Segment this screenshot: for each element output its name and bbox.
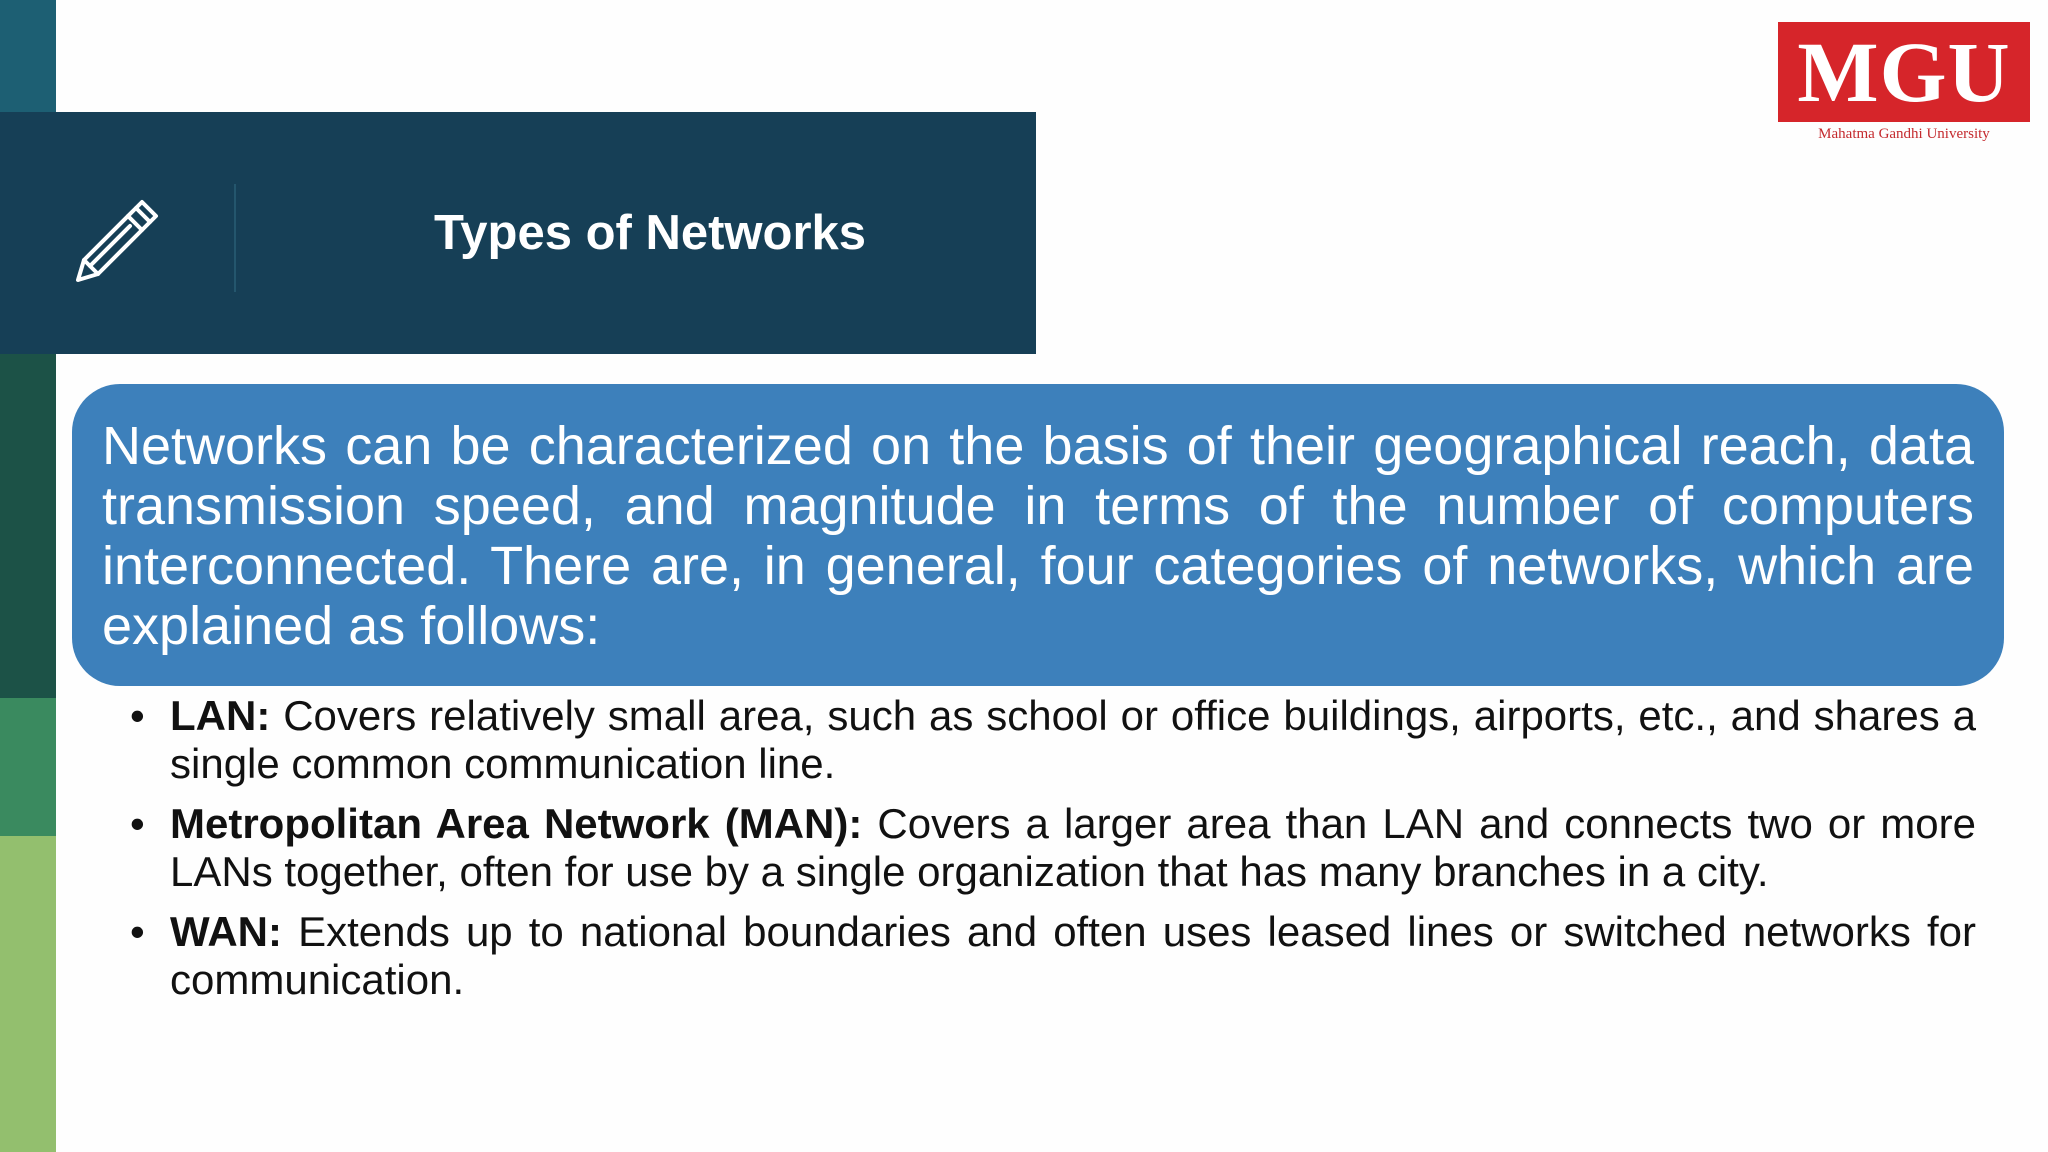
- bullet-term: Metropolitan Area Network (MAN):: [170, 800, 863, 847]
- left-band-light-green: [0, 836, 56, 1152]
- list-item: [130, 692, 1976, 788]
- left-band-teal: [0, 0, 56, 112]
- network-types-list: [130, 692, 1976, 1016]
- page-title: Types of Networks: [433, 206, 867, 260]
- logo-mark: MGU: [1778, 22, 2030, 122]
- title-divider: [234, 184, 236, 292]
- bullet-icon: •: [130, 908, 145, 955]
- title-bar: [0, 112, 1036, 354]
- mgu-logo: [1778, 22, 2030, 148]
- left-band-dark-green: [0, 352, 56, 698]
- pencil-icon: [70, 190, 166, 286]
- bullet-icon: •: [130, 692, 145, 739]
- bullet-term: LAN:: [170, 692, 271, 739]
- intro-text: Networks can be characterized on the basis of their geographical reach, data transmission speed, and magnitude in terms of the number of computers interconnected. There are, in general, four categories of networks, which are explained as follows:: [102, 416, 1974, 656]
- list-item: [130, 908, 1976, 1004]
- bullet-text: Extends up to national boundaries and often uses leased lines or switched networks for communication.: [170, 908, 1976, 1003]
- intro-box: [72, 384, 2004, 686]
- list-item: [130, 800, 1976, 896]
- bullet-icon: •: [130, 800, 145, 847]
- left-band-green: [0, 698, 56, 836]
- logo-subtitle: Mahatma Gandhi University: [1818, 126, 1990, 142]
- bullet-text: Covers relatively small area, such as school or office buildings, airports, etc., and shares a single common communication line.: [170, 692, 1976, 787]
- bullet-text: Covers a larger area than LAN and connects two or more LANs together, often for use by a single organization that has many branches in a city.: [170, 800, 1976, 895]
- bullet-term: WAN:: [170, 908, 282, 955]
